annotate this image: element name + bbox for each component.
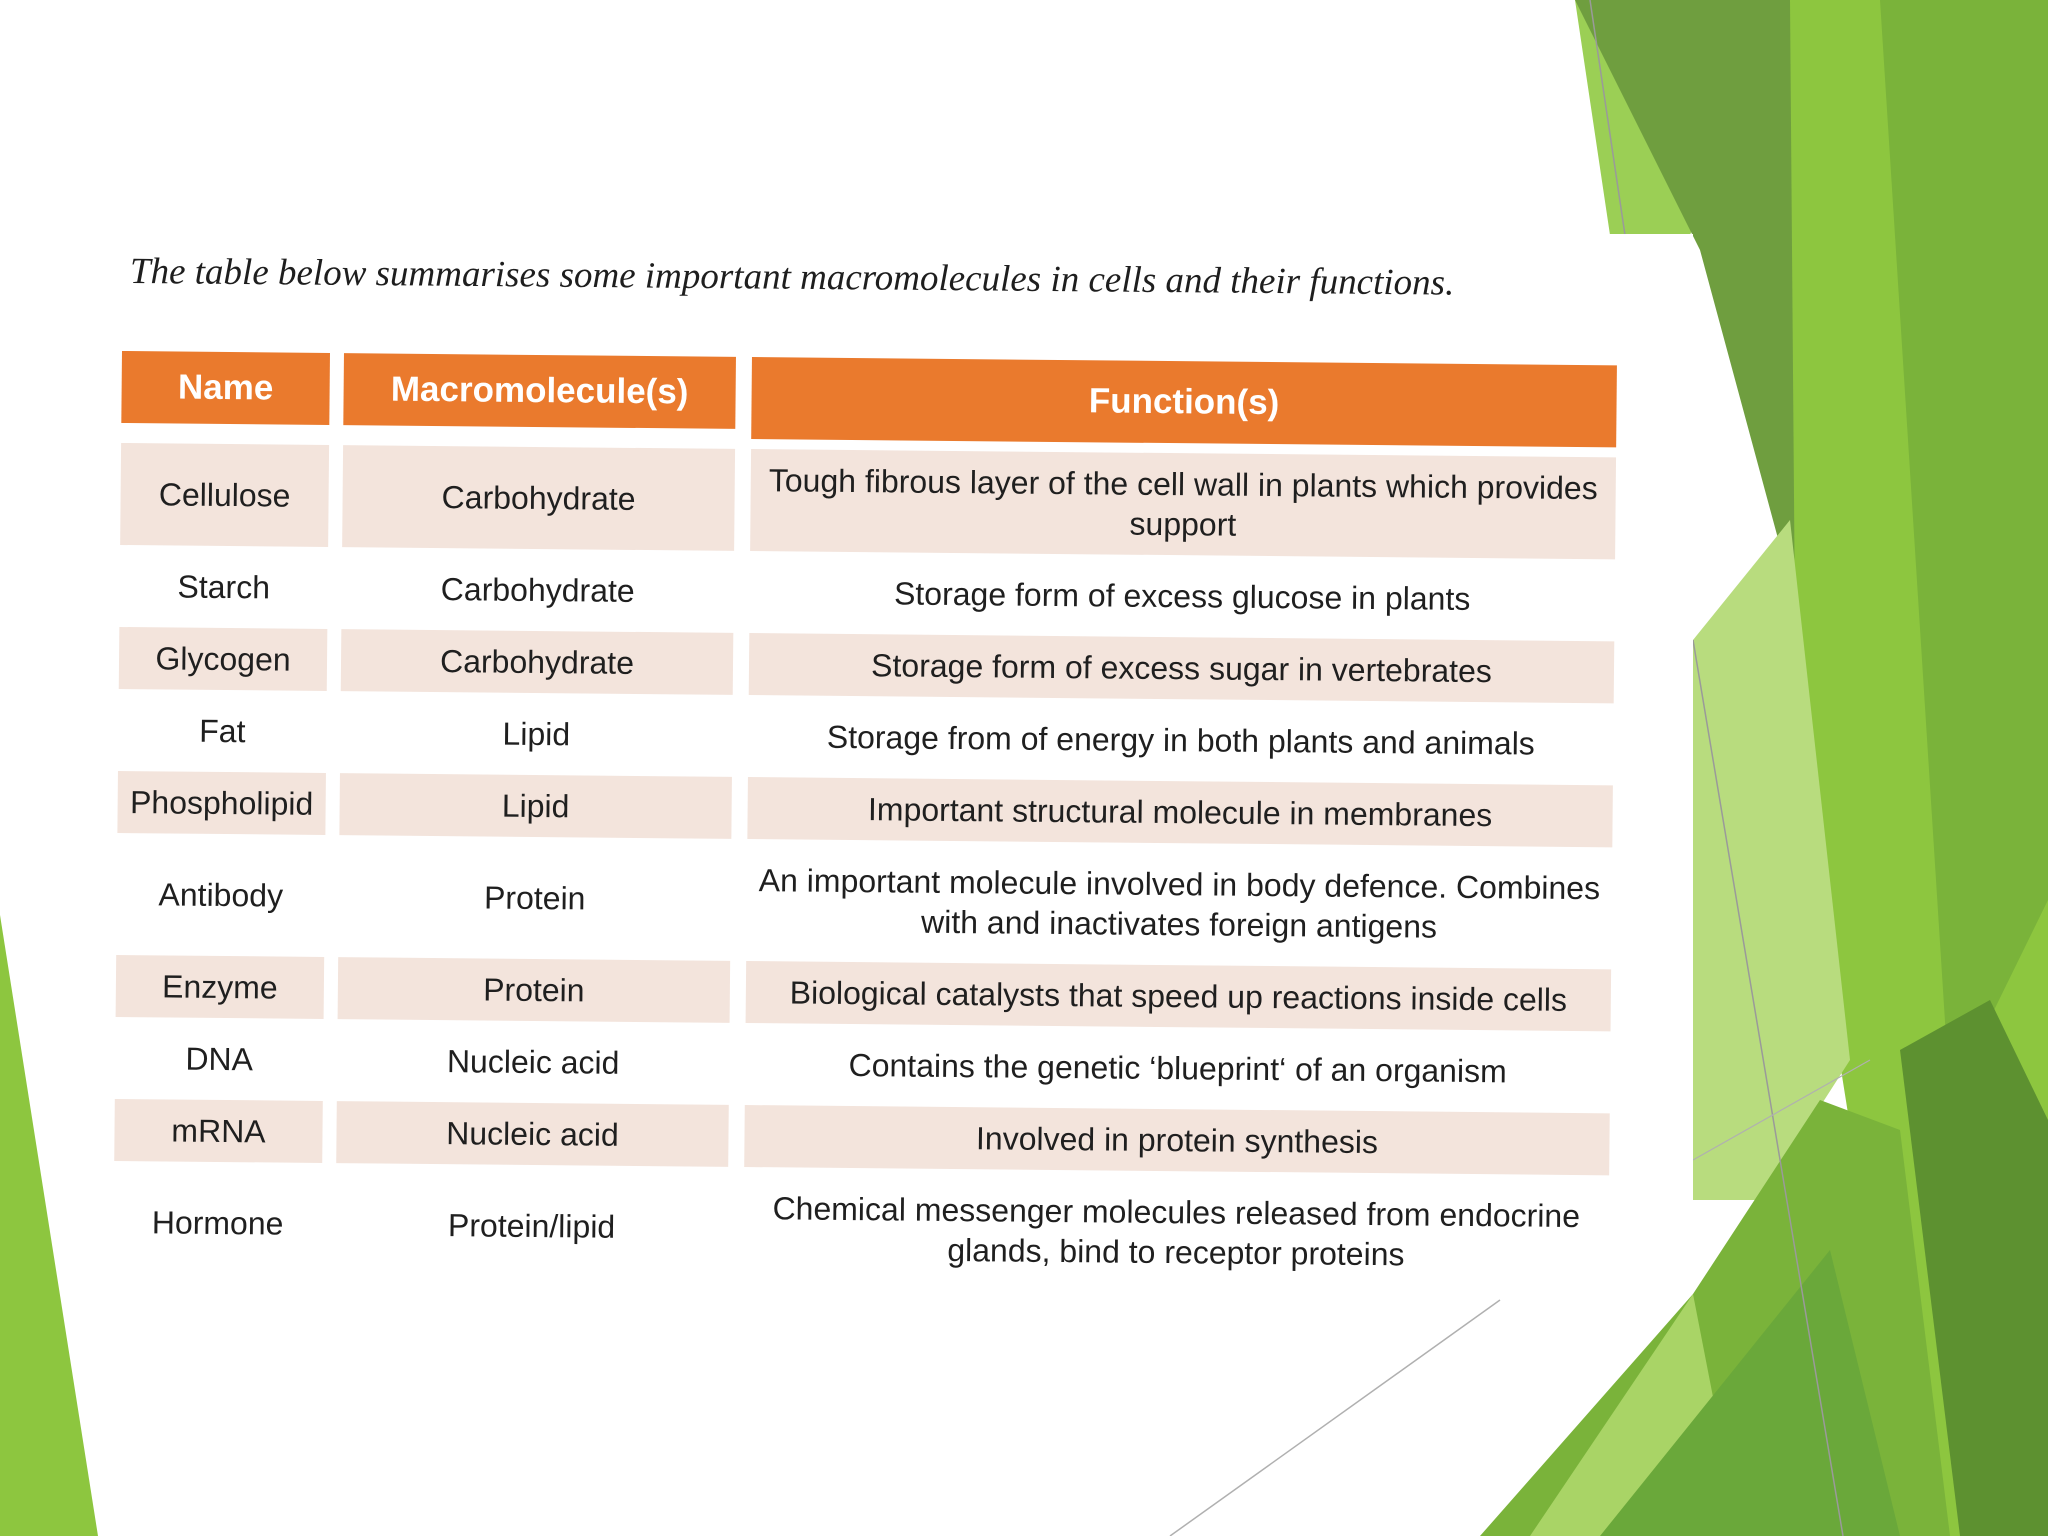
table-row xyxy=(113,1171,1609,1287)
cell-macromolecule: Carbohydrate xyxy=(440,571,635,609)
cell-name: Fat xyxy=(199,712,246,750)
header-function: Function(s) xyxy=(751,357,1617,447)
cell-name: Cellulose xyxy=(120,443,329,547)
cell-function: Storage form of excess sugar in vertebrates xyxy=(749,633,1615,703)
cell-function: An important molecule involved in body defence. Combines with and inactivates foreign antigens xyxy=(758,862,1601,945)
table-row xyxy=(116,843,1612,959)
cell-macromolecule: Protein xyxy=(483,879,586,917)
cell-function: Tough fibrous layer of the cell wall in plants which provides support xyxy=(750,449,1616,559)
macromolecule-table xyxy=(113,351,1617,1297)
cell-name: mRNA xyxy=(114,1099,323,1163)
cell-name: Antibody xyxy=(158,876,284,914)
cell-macromolecule: Lipid xyxy=(502,715,571,753)
header-name: Name xyxy=(121,351,330,425)
cell-macromolecule: Carbohydrate xyxy=(342,445,735,551)
table-row xyxy=(119,555,1615,631)
textbook-scan xyxy=(100,234,1693,1294)
cell-name: Phospholipid xyxy=(117,771,326,835)
table-row xyxy=(120,443,1616,559)
table-row xyxy=(114,1099,1610,1175)
cell-function: Contains the genetic ‘blueprint‘ of an organism xyxy=(848,1047,1507,1090)
left-green-wedge xyxy=(0,915,98,1536)
table-header-row xyxy=(121,351,1617,447)
table-row xyxy=(116,955,1612,1031)
cell-function: Involved in protein synthesis xyxy=(744,1105,1610,1175)
cell-name: DNA xyxy=(185,1040,254,1078)
cell-function: Storage form of excess glucose in plants xyxy=(893,575,1471,617)
cell-name: Enzyme xyxy=(116,955,325,1019)
cell-function: Important structural molecule in membranes xyxy=(747,777,1613,847)
cell-name: Glycogen xyxy=(119,627,328,691)
cell-function: Storage from of energy in both plants and animals xyxy=(826,718,1535,762)
table-row xyxy=(119,627,1615,703)
cell-name: Starch xyxy=(177,568,271,606)
cell-macromolecule: Nucleic acid xyxy=(336,1101,729,1167)
table-row xyxy=(118,699,1614,775)
cell-name: Hormone xyxy=(151,1204,284,1242)
cell-macromolecule: Protein/lipid xyxy=(447,1207,616,1245)
header-macromolecule: Macromolecule(s) xyxy=(343,353,736,429)
table-caption: The table below summarises some important macromolecules in cells and their functions. xyxy=(129,251,1455,304)
cell-macromolecule: Nucleic acid xyxy=(446,1043,620,1081)
cell-macromolecule: Protein xyxy=(338,957,731,1023)
cell-macromolecule: Lipid xyxy=(339,773,732,839)
cell-function: Chemical messenger molecules released from endocrine glands, bind to receptor proteins xyxy=(772,1190,1581,1273)
table-row xyxy=(117,771,1613,847)
cell-macromolecule: Carbohydrate xyxy=(341,629,734,695)
table-row xyxy=(115,1027,1611,1103)
cell-function: Biological catalysts that speed up reactions inside cells xyxy=(746,961,1612,1031)
